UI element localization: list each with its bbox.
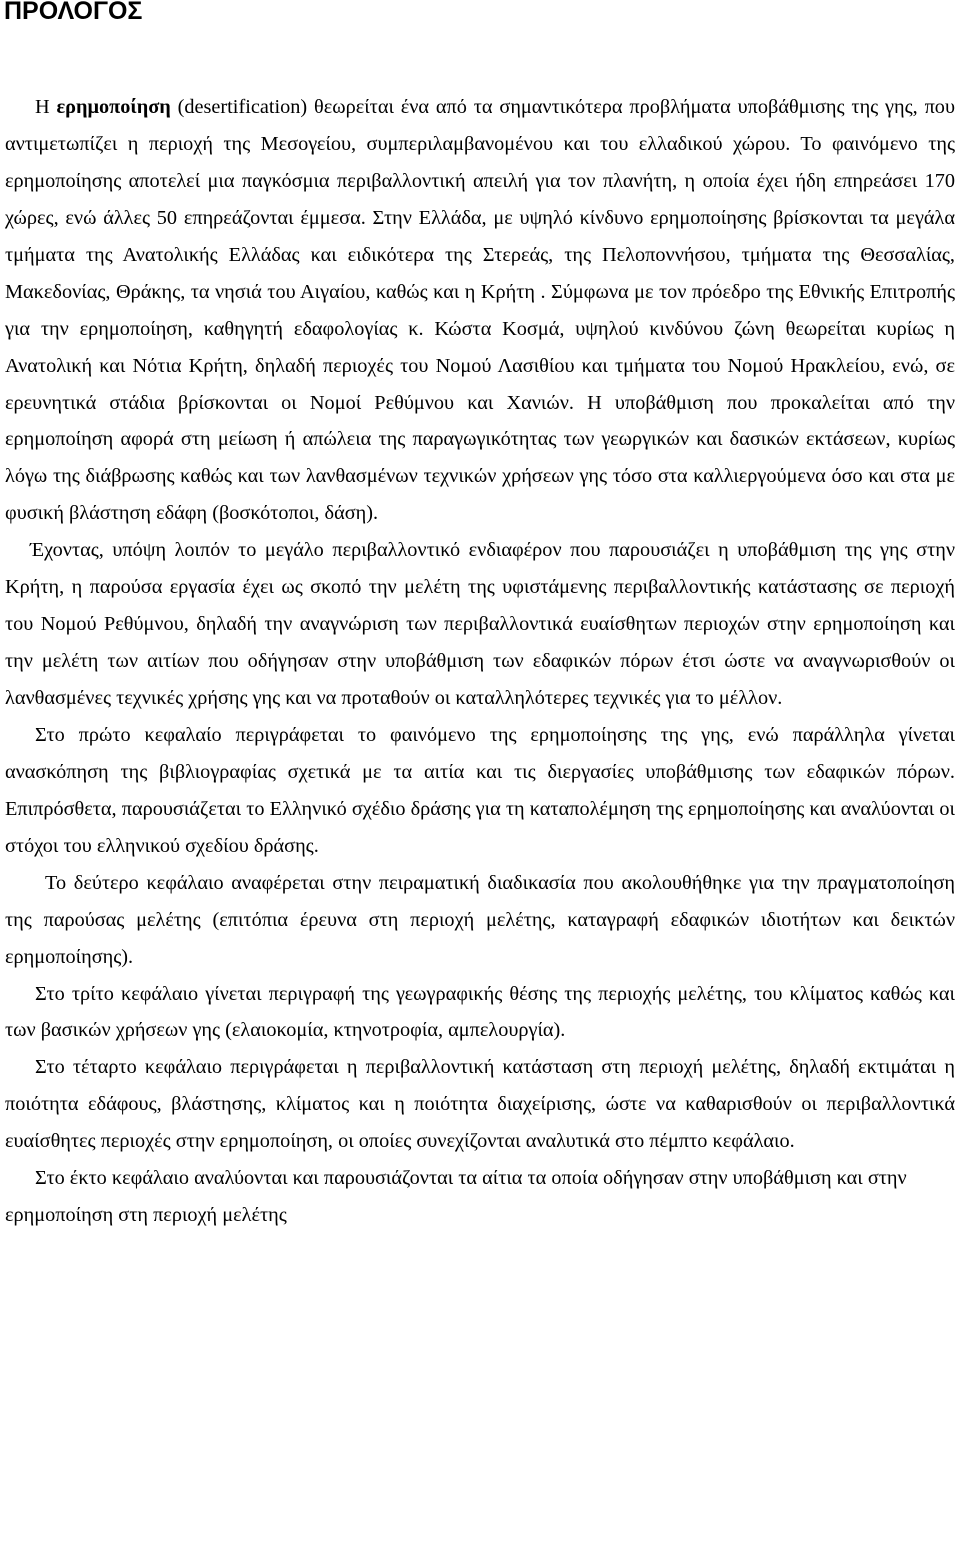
document-body xyxy=(5,89,955,1234)
page-title: ΠΡΟΛΟΓΟΣ xyxy=(4,0,143,25)
paragraph-intro-prefix: Η xyxy=(35,96,57,118)
paragraph-chapter-1: Στο πρώτο κεφαλαίο περιγράφεται το φαινόμενο της ερημοποίησης της γης, ενώ παράλληλα γίνεται ανασκόπηση της βιβλιογραφίας σχετικά με τα αιτία και τις διεργασίες υποβάθμισης των εδαφικών πόρων. Επιπρόσθετα, παρουσιάζεται το Ελληνικό σχέδιο δράσης για τη καταπολέμηση της ερημοποίησης και αναλύονται οι στόχοι του ελληνικού σχεδίου δράσης. xyxy=(5,723,955,857)
paragraph-chapter-6: Στο έκτο κεφάλαιο αναλύονται και παρουσιάζονται τα αίτια τα οποία οδήγησαν στην υποβάθμιση και στην ερημοποίηση στη περιοχή μελέτης xyxy=(5,1167,907,1227)
paragraph-intro-text: (desertification) θεωρείται ένα από τα σημαντικότερα προβλήματα υποβάθμισης της γης, που αντιμετωπίζει η περιοχή της Μεσογείου, συμπεριλαμβανομένου και του ελλαδικού χώρου. Το φαινόμενο της ερημοποίησης αποτελεί μια παγκόσμια περιβαλλοντική απειλή για τον πλανήτη, η οποία έχει ήδη επηρεάσει 170 χώρες, ενώ άλλες 50 επηρεάζονται έμμεσα. Στην Ελλάδα, με υψηλό κίνδυνο ερημοποίησης βρίσκονται τα μεγάλα τμήματα της Ανατολικής Ελλάδας και ειδικότερα της Στερεάς, της Πελοποννήσου, τμήματα της Θεσσαλίας, Μακεδονίας, Θράκης, τα νησιά του Αιγαίου, καθώς και η Κρήτη . Σύμφωνα με τον πρόεδρο της Εθνικής Επιτροπής για την ερημοποίηση, καθηγητή εδαφολογίας κ. Κώστα Κοσμά, υψηλού κινδύνου ζώνη θεωρείται κυρίως η Ανατολική και Νότια Κρήτη, δηλαδή περιοχές του Νομού Λασιθίου και τμήματα του Νομού Ηρακλείου, ενώ, σε ερευνητικά στάδια βρίσκονται οι Νομοί Ρεθύμνου και Χανιών. Η υποβάθμιση που προκαλείται από την ερημοποίηση αφορά στη μείωση ή απώλεια της παραγωγικότητας των γεωργικών και δασικών εκτάσεων, κυρίως λόγω της διάβρωσης καθώς και των λανθασμένων τεχνικών χρήσεων γης τόσο στα καλλιεργούμενα όσο και στα με φυσική βλάστηση εδάφη (βοσκότοποι, δάση). xyxy=(5,96,955,525)
paragraph-chapter-3: Στο τρίτο κεφάλαιο γίνεται περιγραφή της γεωγραφικής θέσης της περιοχής μελέτης, του κλίματος καθώς και των βασικών χρήσεων γης (ελαιοκομία, κτηνοτροφία, αμπελουργία). xyxy=(5,982,955,1042)
paragraph-chapter-4: Στο τέταρτο κεφάλαιο περιγράφεται η περιβαλλοντική κατάσταση στη περιοχή μελέτης, δηλαδή εκτιμάται η ποιότητα εδάφους, βλάστησης, κλίματος και η ποιότητα διαχείρισης, ώστε να καθαρισθούν οι περιβαλλοντικά ευαίσθητες περιοχές στην ερημοποίηση, οι οποίες συνεχίζονται αναλυτικά στο πέμπτο κεφάλαιο. xyxy=(5,1056,955,1153)
paragraph-intro-bold-term: ερημοποίηση xyxy=(56,96,171,118)
paragraph-purpose: Έχοντας, υπόψη λοιπόν το μεγάλο περιβαλλοντικό ενδιαφέρον που παρουσιάζει η υποβάθμιση της γης στην Κρήτη, η παρούσα εργασία έχει ως σκοπό την μελέτη της υφιστάμενης περιβαλλοντικής κατάστασης σε περιοχή του Νομού Ρεθύμνου, δηλαδή την αναγνώριση των περιβαλλοντικά ευαίσθητων περιοχών στην ερημοποίηση και την μελέτη των αιτίων που οδήγησαν στην υποβάθμιση των εδαφικών πόρων έτσι ώστε να αναγνωρισθούν οι λανθασμένες τεχνικές χρήσης γης και να προταθούν οι καταλληλότερες τεχνικές για το μέλλον. xyxy=(5,539,955,709)
paragraph-chapter-2: Το δεύτερο κεφάλαιο αναφέρεται στην πειραματική διαδικασία που ακολουθήθηκε για την πραγματοποίηση της παρούσας μελέτης (επιτόπια έρευνα στη περιοχή μελέτης, καταγραφή εδαφικών ιδιοτήτων και δεικτών ερημοποίησης). xyxy=(5,871,955,968)
paragraph-intro xyxy=(5,89,955,532)
